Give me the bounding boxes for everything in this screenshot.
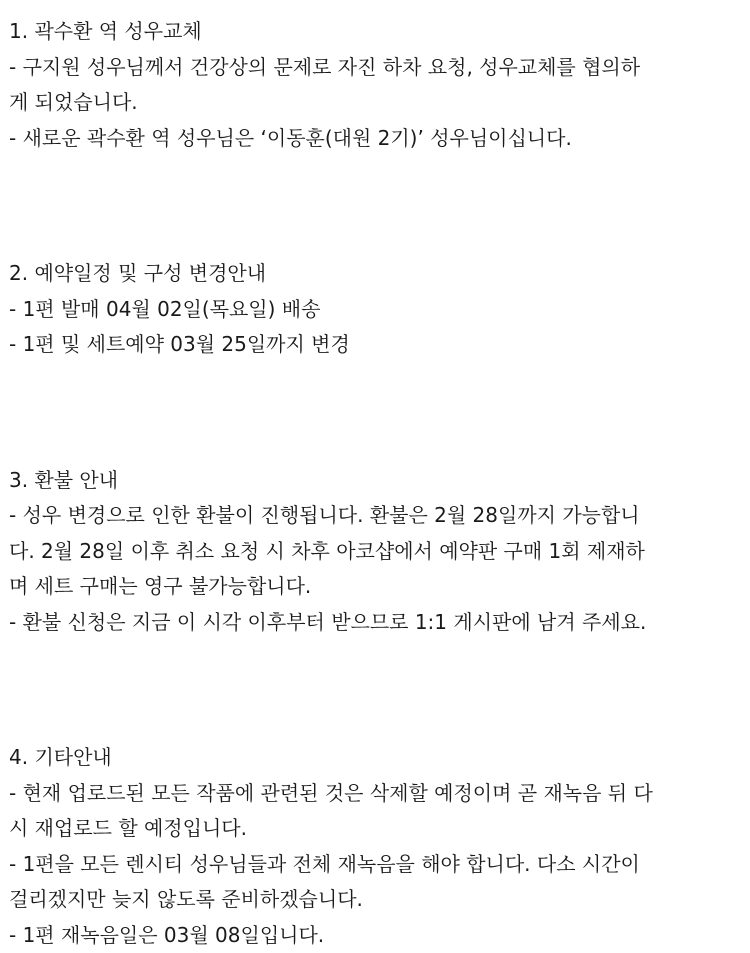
body-line: - 현재 업로드된 모든 작품에 관련된 것은 삭제할 예정이며 곧 재녹음 뒤 다 [9,776,745,812]
body-line: - 1편을 모든 렌시티 성우님들과 전체 재녹음을 해야 합니다. 다소 시간이 [9,847,745,883]
section-spacer [9,156,745,256]
notice-document [9,14,745,953]
section-heading: 4. 기타안내 [9,740,745,776]
body-line: 게 되었습니다. [9,85,745,121]
section-heading: 2. 예약일정 및 구성 변경안내 [9,256,745,292]
section-heading: 3. 환불 안내 [9,463,745,499]
body-line: - 새로운 곽수환 역 성우님은 ‘이동훈(대원 2기)’ 성우님이십니다. [9,121,745,157]
body-line: 걸리겠지만 늦지 않도록 준비하겠습니다. [9,882,745,918]
section-4 [9,740,745,953]
body-line: - 환불 신청은 지금 이 시각 이후부터 받으므로 1:1 게시판에 남겨 주세요. [9,605,745,641]
body-line: - 1편 및 세트예약 03월 25일까지 변경 [9,327,745,363]
body-line: - 구지원 성우님께서 건강상의 문제로 자진 하차 요청, 성우교체를 협의하 [9,50,745,86]
section-spacer [9,640,745,740]
body-line: - 1편 발매 04월 02일(목요일) 배송 [9,292,745,328]
body-line: 다. 2월 28일 이후 취소 요청 시 차후 아코샵에서 예약판 구매 1회 제재하 [9,534,745,570]
body-line: - 성우 변경으로 인한 환불이 진행됩니다. 환불은 2월 28일까지 가능합니 [9,498,745,534]
section-2 [9,256,745,363]
section-3 [9,463,745,641]
body-line: 시 재업로드 할 예정입니다. [9,811,745,847]
section-heading: 1. 곽수환 역 성우교체 [9,14,745,50]
body-line: - 1편 재녹음일은 03월 08일입니다. [9,918,745,953]
section-spacer [9,363,745,463]
body-line: 며 세트 구매는 영구 불가능합니다. [9,569,745,605]
section-1 [9,14,745,156]
